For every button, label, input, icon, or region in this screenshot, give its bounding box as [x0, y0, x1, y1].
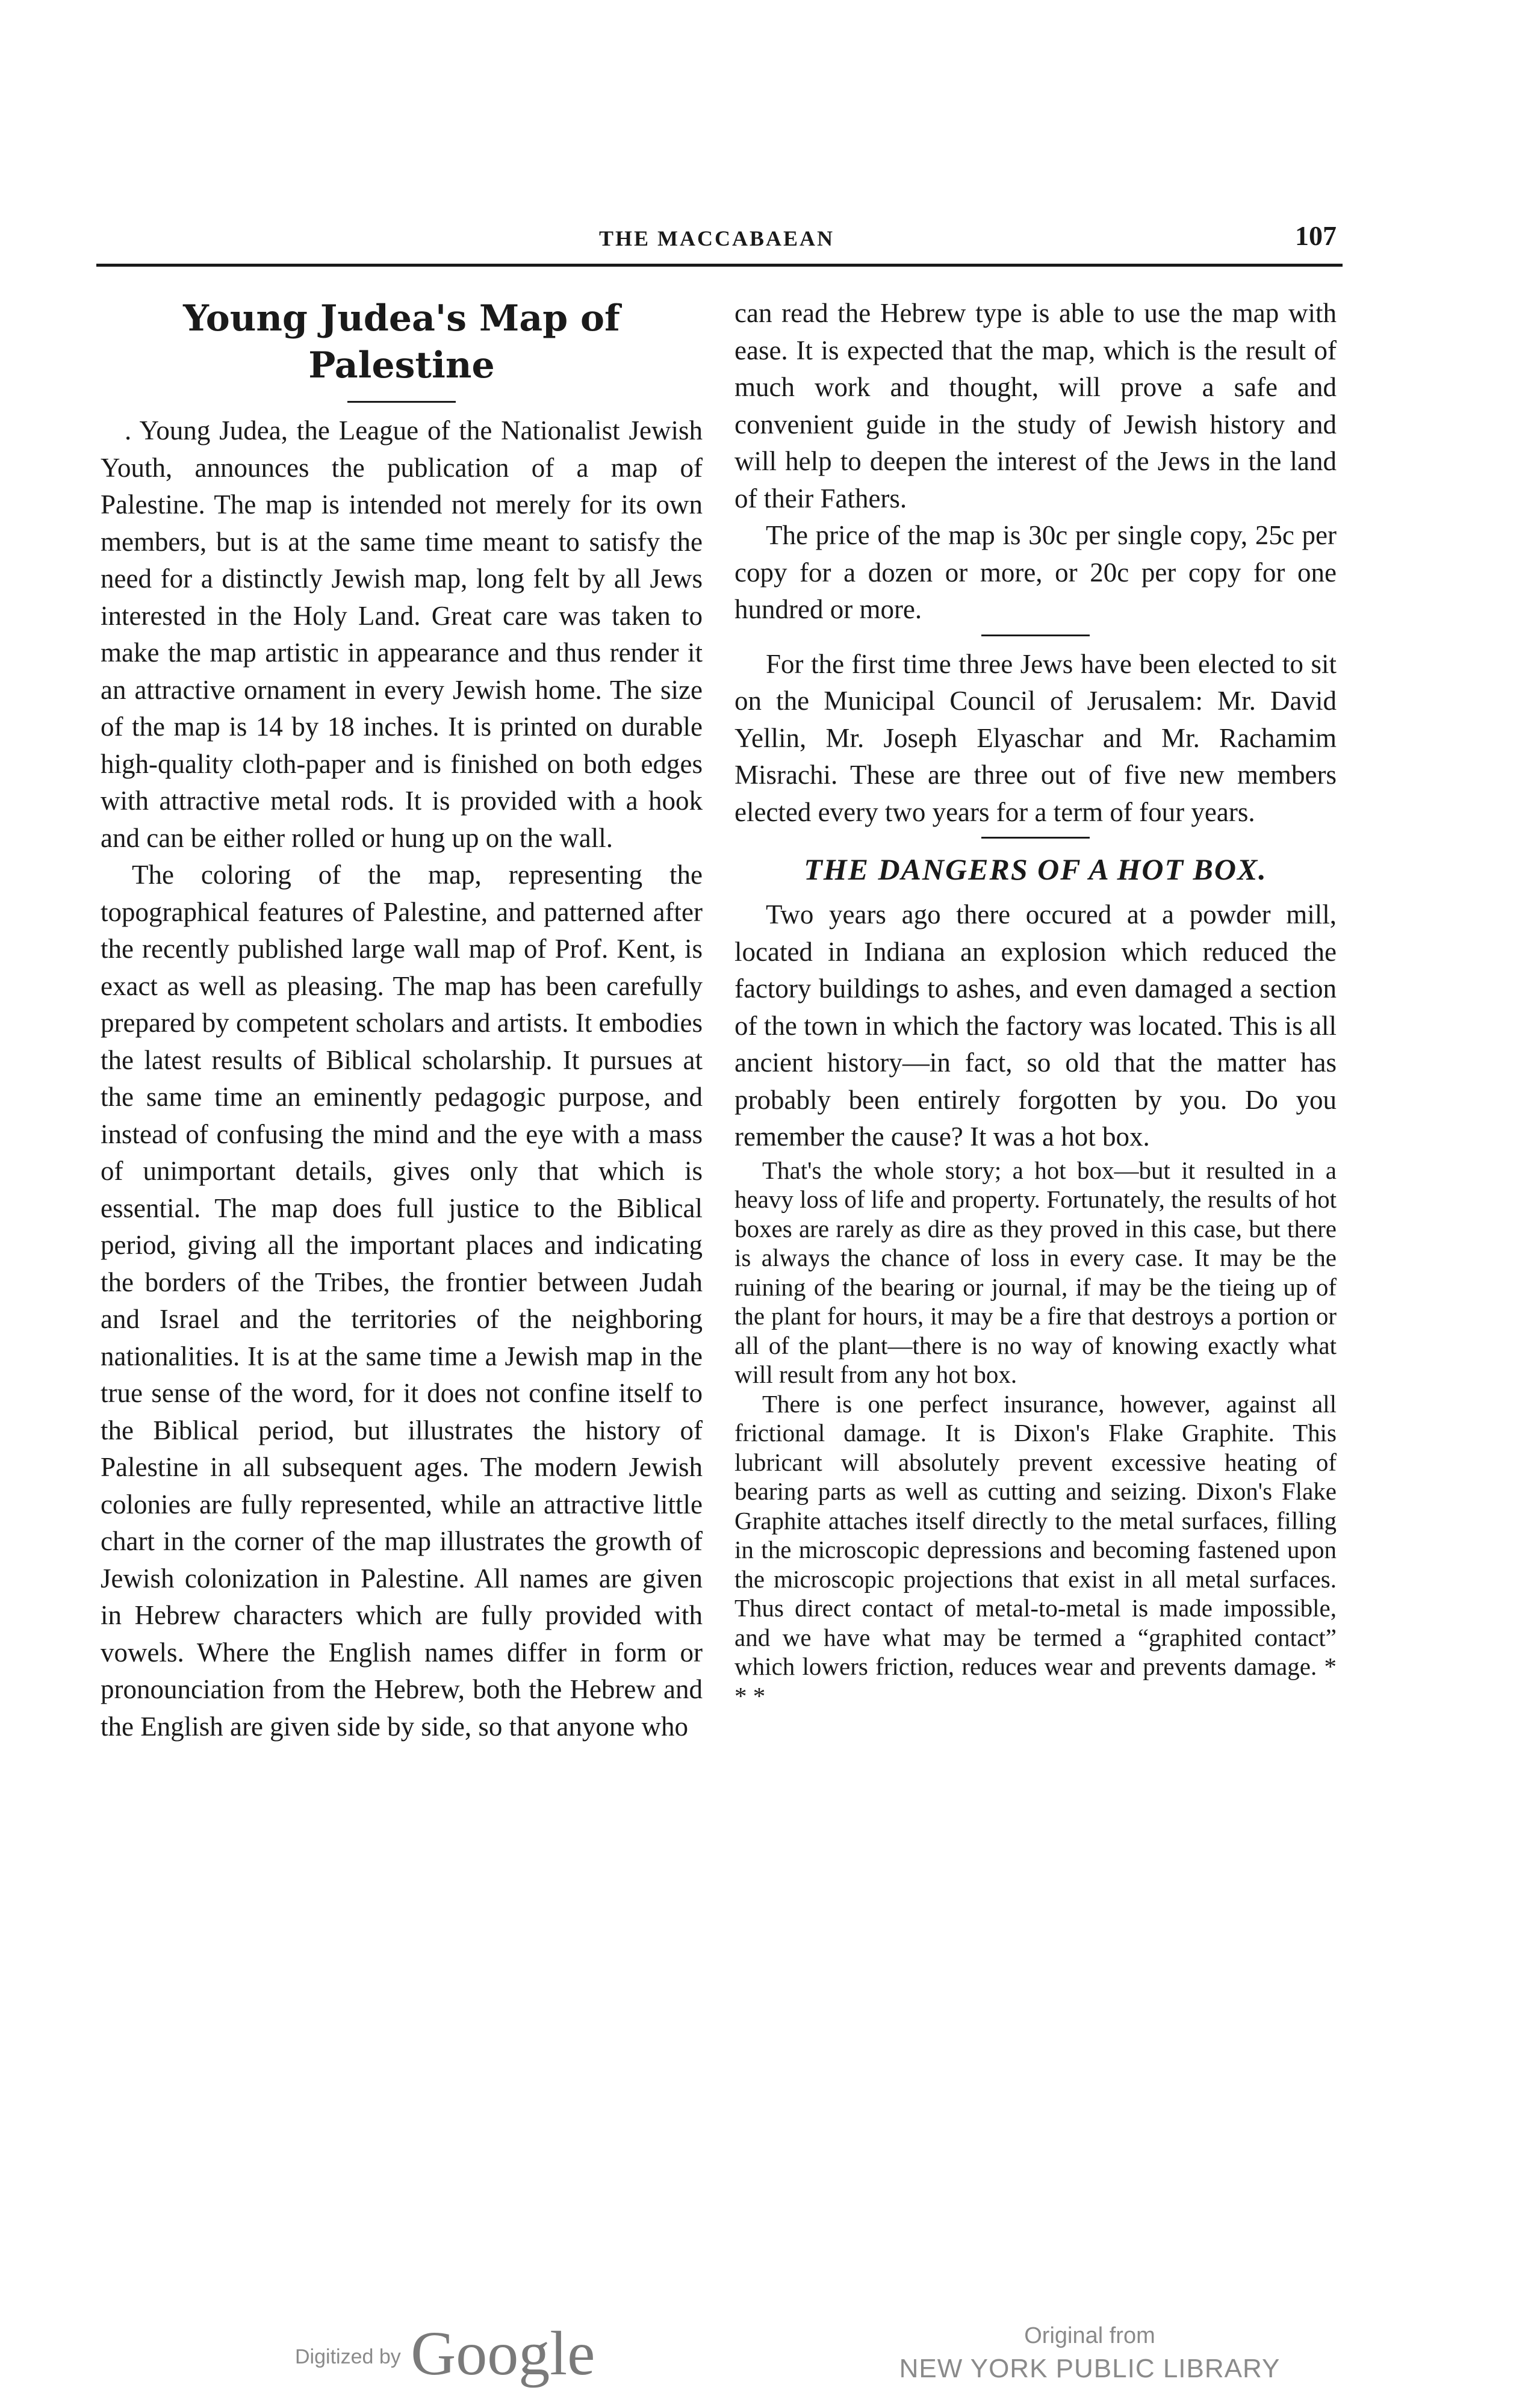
digitized-by-label: Digitized by [295, 2345, 401, 2368]
council-paragraph: For the first time three Jews have been elected to sit on the Municipal Council of Jerusalem: Mr. David Yellin, Mr. Joseph Elyaschar and Mr. Rachamim Misrachi. These are three out of five new members elected every two years for a term of four years. [734, 648, 1337, 827]
section-heading: THE DANGERS OF A HOT BOX. [804, 852, 1267, 886]
right-column [734, 295, 1337, 1710]
section-rule [981, 635, 1090, 636]
hotbox-paragraph: That's the whole story; a hot box—but it resulted in a heavy loss of life and property. Fortunately, the results of hot boxes are rarely as dire as they proved in this case, but there is always the chance of loss in every case. It may be the ruining of the bearing or journal, if may be the tieing up of the plant for hours, it may be a fire that destroys a portion or all of the plant—there is no way of knowing exactly what will result from any hot box. [734, 1156, 1337, 1388]
library-name: NEW YORK PUBLIC LIBRARY [899, 2354, 1281, 2383]
article-title: Young Judea's Map of Palestine [183, 297, 620, 386]
hotbox-paragraph: Two years ago there occured at a powder mill, located in Indiana an explosion which reduced the factory buildings to ashes, and even damaged a section of the town in which the factory was located. This is all ancient history—in fact, so old that the matter has probably been entirely forgotten by you. Do you remember the cause? It was a hot box. [734, 899, 1337, 1152]
original-from-label: Original from [1024, 2323, 1155, 2348]
article-paragraph: . Young Judea, the League of the Nationalist Jewish Youth, announces the publication of a map of Palestine. The map is intended not merely for its own members, but is at the same time meant to satisfy the need for a distinctly Jewish map, long felt by all Jews interested in the Holy Land. Great care was taken to make the map artistic in appearance and thus render it an attractive ornament in every Jewish home. The size of the map is 14 by 18 inches. It is printed on durable high-quality cloth-paper and is finished on both edges with attractive metal rods. It is provided with a hook and can be either rolled or hung up on the wall. [101, 415, 703, 853]
page-header [96, 220, 1349, 262]
digitized-by-watermark [295, 2318, 595, 2389]
library-credit [891, 2321, 1288, 2387]
header-rule [96, 264, 1343, 267]
page-number: 107 [1295, 220, 1337, 251]
article-continuation: can read the Hebrew type is able to use the map with ease. It is expected that the map, which is the result of much work and thought, will prove a safe and convenient guide in the study of Jewish history and will help to deepen the interest of the Jews in the land of their Fathers. [734, 298, 1337, 514]
google-logo: Google [411, 2319, 595, 2388]
left-column [101, 295, 703, 1745]
hotbox-paragraph: There is one perfect insurance, however, against all frictional damage. It is Dixon's Flake Graphite. This lubricant will absolutely prevent excessive heating of bearing parts as well as cutting and seizing. Dixon's Flake Graphite attaches itself directly to the metal surfaces, filling in the microscopic depressions and becoming fastened upon the microscopic projections that exist in all metal surfaces. Thus direct contact of metal-to-metal is made impossible, and we have what may be termed a “graphited contact” which lowers friction, reduces wear and prevents damage. * * * [734, 1389, 1337, 1710]
running-title: THE MACCABAEAN [599, 226, 835, 250]
section-rule [981, 837, 1090, 839]
title-rule [347, 401, 456, 403]
article-paragraph: The coloring of the map, representing the topographical features of Palestine, and patterned after the recently published large wall map of Prof. Kent, is exact as well as pleasing. The map has been carefully prepared by competent scholars and artists. It embodies the latest results of Biblical scholarship. It pursues at the same time an eminently pedagogic purpose, and instead of confusing the mind and the eye with a mass of unimportant details, gives only that which is essential. The map does full justice to the Biblical period, giving all the important places and indicating the borders of the Tribes, the frontier between Judah and Israel and the territories of the neighboring nationalities. It is at the same time a Jewish map in the true sense of the word, for it does not confine itself to the Biblical period, but illustrates the history of Palestine in all subsequent ages. The modern Jewish colonies are fully represented, while an attractive little chart in the corner of the map illustrates the growth of Jewish colonization in Palestine. All names are given in Hebrew characters which are fully provided with vowels. Where the English names differ in form or pronounciation from the Hebrew, both the Hebrew and the English are given side by side, so that anyone who [101, 860, 703, 1742]
price-paragraph: The price of the map is 30c per single copy, 25c per copy for a dozen or more, or 20c per copy for one hundred or more. [734, 520, 1337, 624]
